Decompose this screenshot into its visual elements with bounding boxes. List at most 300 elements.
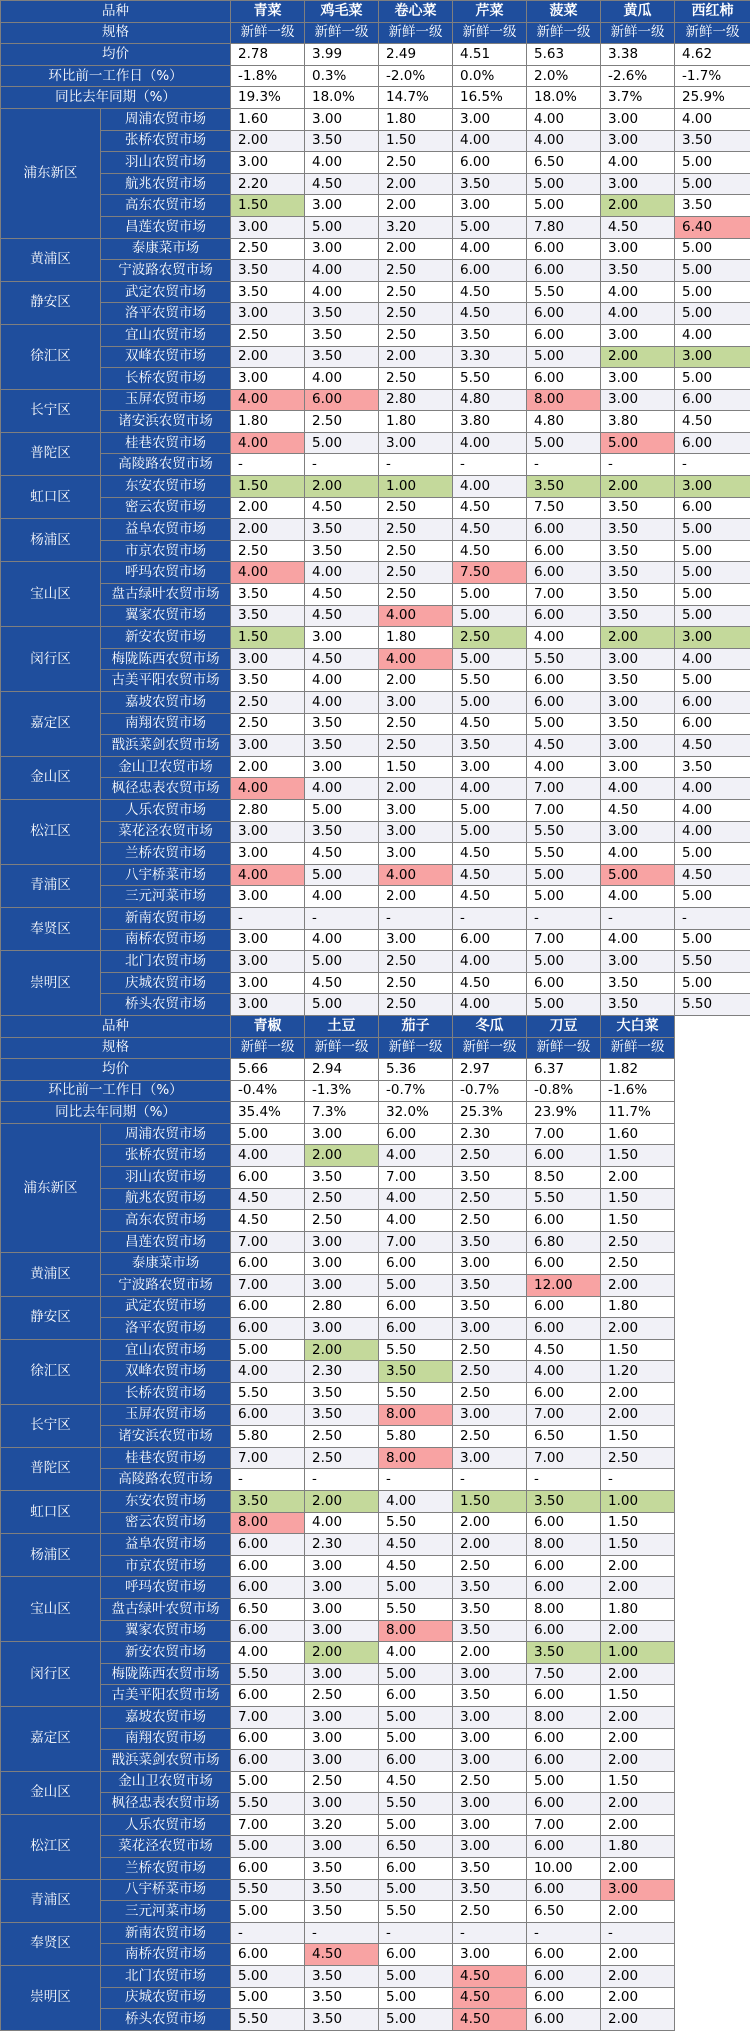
price-cell: 3.00 [379, 821, 453, 843]
price-cell: 3.00 [231, 648, 305, 670]
market-name: 羽山农贸市场 [101, 152, 231, 174]
price-cell: 3.00 [305, 1275, 379, 1297]
yoy-change: 16.5% [453, 87, 527, 109]
price-cell: 3.00 [305, 238, 379, 260]
price-cell: 4.00 [379, 1188, 453, 1210]
price-cell: - [453, 907, 527, 929]
district-name: 松江区 [1, 799, 101, 864]
price-cell: 4.50 [305, 605, 379, 627]
price-cell: 4.50 [231, 1188, 305, 1210]
price-cell: 6.00 [527, 1383, 601, 1405]
price-cell: 1.50 [231, 476, 305, 498]
price-cell: 2.00 [379, 238, 453, 260]
market-name: 宜山农贸市场 [101, 1339, 231, 1361]
price-cell: 6.00 [527, 303, 601, 325]
price-cell: 3.50 [527, 476, 601, 498]
price-cell: 4.50 [453, 886, 527, 908]
price-cell: 2.00 [231, 756, 305, 778]
price-cell: 5.00 [305, 951, 379, 973]
district-name: 黄浦区 [1, 238, 101, 281]
price-cell: 6.00 [527, 1879, 601, 1901]
price-cell: 6.00 [527, 368, 601, 390]
empty-cell [675, 1253, 750, 1275]
price-cell: 2.00 [601, 1750, 675, 1772]
product-name: 冬瓜 [453, 1015, 527, 1037]
price-cell: 1.80 [379, 108, 453, 130]
price-cell: 4.00 [305, 929, 379, 951]
price-cell: 5.00 [305, 799, 379, 821]
price-cell: 7.00 [231, 1275, 305, 1297]
price-cell: 2.50 [379, 260, 453, 282]
price-cell: 1.50 [601, 1512, 675, 1534]
price-cell: 3.50 [601, 972, 675, 994]
price-cell: 6.00 [379, 1858, 453, 1880]
empty-cell [675, 1296, 750, 1318]
price-cell: 5.00 [305, 864, 379, 886]
price-cell: 2.00 [305, 1339, 379, 1361]
price-cell: 3.00 [601, 821, 675, 843]
price-cell: 1.50 [231, 627, 305, 649]
market-name: 双峰农贸市场 [101, 1361, 231, 1383]
price-cell: 3.80 [453, 411, 527, 433]
price-cell: 5.00 [527, 173, 601, 195]
market-row [1, 324, 750, 346]
avg-price: 6.37 [527, 1059, 601, 1081]
price-cell: 3.50 [601, 497, 675, 519]
market-row [1, 1620, 750, 1642]
market-row [1, 152, 750, 174]
price-cell: 6.00 [527, 540, 601, 562]
market-name: 羽山农贸市场 [101, 1167, 231, 1189]
spec-value: 新鲜一级 [305, 22, 379, 44]
market-name: 泰康菜市场 [101, 238, 231, 260]
market-row [1, 1210, 750, 1232]
yoy-change: 7.3% [305, 1102, 379, 1124]
price-cell: 2.00 [601, 476, 675, 498]
market-name: 梅陇陈西农贸市场 [101, 648, 231, 670]
price-cell: 4.00 [453, 432, 527, 454]
market-name: 呼玛农贸市场 [101, 1577, 231, 1599]
market-row [1, 670, 750, 692]
price-cell: 6.00 [527, 1944, 601, 1966]
price-cell: 5.00 [601, 864, 675, 886]
price-cell: 3.50 [305, 1879, 379, 1901]
market-name: 菜花泾农贸市场 [101, 821, 231, 843]
price-cell: 4.50 [453, 281, 527, 303]
price-cell: 2.50 [379, 562, 453, 584]
price-cell: - [305, 907, 379, 929]
price-cell: 5.00 [453, 648, 527, 670]
price-cell: 4.50 [453, 1987, 527, 2009]
price-cell: 3.50 [601, 605, 675, 627]
district-name: 徐汇区 [1, 324, 101, 389]
market-name: 金山卫农贸市场 [101, 756, 231, 778]
empty-cell [675, 1555, 750, 1577]
price-cell: 8.00 [527, 1598, 601, 1620]
empty-cell [675, 1447, 750, 1469]
price-cell: 4.50 [453, 519, 527, 541]
market-row [1, 1879, 750, 1901]
price-cell: 2.00 [601, 1663, 675, 1685]
price-cell: 2.50 [379, 540, 453, 562]
price-cell: 1.80 [379, 411, 453, 433]
price-cell: - [379, 907, 453, 929]
price-cell: 5.00 [675, 519, 750, 541]
empty-cell [675, 1145, 750, 1167]
price-cell: 2.50 [231, 692, 305, 714]
price-cell: 5.00 [675, 670, 750, 692]
district-name: 崇明区 [1, 951, 101, 1016]
market-row [1, 1598, 750, 1620]
yoy-change: 18.0% [305, 87, 379, 109]
market-name: 宜山农贸市场 [101, 324, 231, 346]
district-name: 青浦区 [1, 864, 101, 907]
price-cell: 2.00 [601, 2009, 675, 2031]
price-cell: 4.00 [601, 886, 675, 908]
product-name: 土豆 [305, 1015, 379, 1037]
price-cell: 5.50 [675, 951, 750, 973]
market-name: 古美平阳农贸市场 [101, 1685, 231, 1707]
market-name: 南桥农贸市场 [101, 929, 231, 951]
wow-change-row [1, 65, 750, 87]
price-cell: 4.50 [527, 1339, 601, 1361]
empty-cell [675, 1598, 750, 1620]
price-cell: 4.00 [453, 130, 527, 152]
avg-price: 4.51 [453, 44, 527, 66]
market-name: 宁波路农贸市场 [101, 1275, 231, 1297]
market-row [1, 756, 750, 778]
price-cell: 7.00 [379, 1231, 453, 1253]
price-cell: 6.00 [379, 1318, 453, 1340]
price-cell: 5.50 [379, 1339, 453, 1361]
price-cell: 2.00 [601, 1167, 675, 1189]
price-cell: 4.00 [231, 432, 305, 454]
price-cell: 6.00 [527, 1145, 601, 1167]
yoy-change: 35.4% [231, 1102, 305, 1124]
price-cell: 3.00 [675, 476, 750, 498]
price-cell: 5.00 [453, 584, 527, 606]
price-cell: 2.00 [601, 346, 675, 368]
price-cell: 4.00 [453, 238, 527, 260]
district-name: 浦东新区 [1, 108, 101, 238]
price-cell: 3.00 [231, 735, 305, 757]
price-cell: 2.50 [453, 1426, 527, 1448]
price-cell: 3.50 [305, 303, 379, 325]
price-cell: 4.50 [527, 735, 601, 757]
price-cell: 2.00 [453, 1512, 527, 1534]
wow-change: -1.6% [601, 1080, 675, 1102]
market-name: 诸安浜农贸市场 [101, 411, 231, 433]
wow-change: -1.7% [675, 65, 750, 87]
price-cell: 4.50 [305, 648, 379, 670]
price-cell: 5.00 [379, 1706, 453, 1728]
price-cell: 6.00 [379, 1123, 453, 1145]
price-cell: 1.80 [231, 411, 305, 433]
empty-cell [675, 1836, 750, 1858]
price-cell: 3.50 [675, 756, 750, 778]
price-cell: 5.00 [675, 173, 750, 195]
price-cell: 3.50 [453, 1296, 527, 1318]
price-cell: 5.00 [675, 540, 750, 562]
product-header-row [1, 1015, 750, 1037]
market-row [1, 1426, 750, 1448]
market-row [1, 584, 750, 606]
price-cell: - [305, 1469, 379, 1491]
price-cell: 5.00 [231, 1339, 305, 1361]
price-cell: 5.00 [675, 929, 750, 951]
price-cell: 1.50 [601, 1339, 675, 1361]
empty-cell [675, 1922, 750, 1944]
price-cell: 1.20 [601, 1361, 675, 1383]
market-name: 枫径忠表农贸市场 [101, 778, 231, 800]
wow-change: 2.0% [527, 65, 601, 87]
price-cell: 3.00 [305, 1253, 379, 1275]
spec-row [1, 1037, 750, 1059]
price-cell: 3.50 [379, 1361, 453, 1383]
price-cell: 2.00 [379, 346, 453, 368]
price-cell: 4.00 [231, 1642, 305, 1664]
price-cell: 4.00 [527, 130, 601, 152]
market-name: 周浦农贸市场 [101, 1123, 231, 1145]
price-cell: 4.00 [305, 368, 379, 390]
price-cell: 2.00 [601, 1318, 675, 1340]
price-cell: 3.80 [601, 411, 675, 433]
price-cell: 3.00 [675, 627, 750, 649]
price-cell: 6.00 [231, 1404, 305, 1426]
price-cell: 1.50 [601, 1426, 675, 1448]
spec-value: 新鲜一级 [601, 1037, 675, 1059]
price-cell: 2.50 [601, 1447, 675, 1469]
price-cell: 4.50 [675, 864, 750, 886]
price-cell: 3.50 [305, 1987, 379, 2009]
market-row [1, 843, 750, 865]
price-cell: 3.50 [231, 584, 305, 606]
price-cell: 2.00 [305, 476, 379, 498]
price-cell: 1.50 [601, 1210, 675, 1232]
price-cell: 3.00 [231, 368, 305, 390]
market-name: 新安农贸市场 [101, 1642, 231, 1664]
yoy-change: 25.9% [675, 87, 750, 109]
price-cell: 2.50 [453, 1361, 527, 1383]
price-cell: 2.50 [231, 713, 305, 735]
market-name: 高东农贸市场 [101, 1210, 231, 1232]
empty-cell [675, 2009, 750, 2031]
price-cell: 2.50 [379, 303, 453, 325]
price-cell: - [231, 1922, 305, 1944]
price-cell: 1.50 [379, 130, 453, 152]
price-cell: 3.00 [601, 692, 675, 714]
empty-cell [675, 1318, 750, 1340]
price-cell: 2.20 [231, 173, 305, 195]
price-cell: 5.50 [453, 368, 527, 390]
price-cell: 2.50 [379, 713, 453, 735]
empty-cell [675, 1685, 750, 1707]
district-name: 金山区 [1, 1771, 101, 1814]
price-cell: 2.50 [453, 1901, 527, 1923]
price-cell: 3.50 [601, 994, 675, 1016]
price-cell: 7.00 [527, 1404, 601, 1426]
price-cell: 5.50 [379, 1383, 453, 1405]
price-cell: 5.00 [231, 1123, 305, 1145]
price-cell: 3.00 [231, 152, 305, 174]
price-cell: 3.00 [231, 303, 305, 325]
price-cell: 4.50 [453, 2009, 527, 2031]
empty-cell [675, 1663, 750, 1685]
price-cell: 2.00 [601, 1814, 675, 1836]
price-cell: 5.00 [675, 972, 750, 994]
market-name: 桂巷农贸市场 [101, 432, 231, 454]
price-cell: 6.00 [231, 1296, 305, 1318]
market-row [1, 1987, 750, 2009]
price-cell: 6.00 [231, 1318, 305, 1340]
market-name: 高东农贸市场 [101, 195, 231, 217]
price-cell: 2.00 [231, 519, 305, 541]
price-cell: 5.50 [231, 1879, 305, 1901]
price-cell: 4.00 [453, 778, 527, 800]
empty-cell [675, 1037, 750, 1059]
price-cell: 2.00 [601, 627, 675, 649]
empty-cell [675, 1966, 750, 1988]
price-cell: 3.50 [453, 1858, 527, 1880]
price-cell: 2.00 [601, 195, 675, 217]
product-name: 鸡毛菜 [305, 1, 379, 23]
price-cell: 6.00 [527, 2009, 601, 2031]
market-row [1, 713, 750, 735]
price-cell: 3.00 [305, 1728, 379, 1750]
price-cell: 3.00 [379, 692, 453, 714]
spec-row [1, 22, 750, 44]
price-cell: 2.00 [379, 670, 453, 692]
price-cell: 4.00 [305, 886, 379, 908]
price-cell: 3.00 [601, 238, 675, 260]
wow-change: 0.0% [453, 65, 527, 87]
price-cell: 2.30 [305, 1361, 379, 1383]
price-cell: - [453, 1922, 527, 1944]
price-cell: 3.50 [453, 1275, 527, 1297]
price-cell: 5.00 [527, 432, 601, 454]
market-name: 昌莲农贸市场 [101, 216, 231, 238]
price-cell: 2.50 [453, 627, 527, 649]
empty-cell [675, 1167, 750, 1189]
price-cell: 6.00 [379, 1750, 453, 1772]
price-cell: 3.00 [379, 432, 453, 454]
price-cell: 5.00 [527, 346, 601, 368]
district-name: 静安区 [1, 281, 101, 324]
price-cell: 3.00 [305, 1663, 379, 1685]
market-name: 古美平阳农贸市场 [101, 670, 231, 692]
market-name: 北门农贸市场 [101, 1966, 231, 1988]
price-cell: 8.00 [379, 1404, 453, 1426]
price-cell: - [379, 1469, 453, 1491]
price-cell: 3.00 [231, 994, 305, 1016]
price-cell: 5.00 [527, 864, 601, 886]
market-name: 东安农贸市场 [101, 1490, 231, 1512]
market-name: 武定农贸市场 [101, 1296, 231, 1318]
market-name: 诸安浜农贸市场 [101, 1426, 231, 1448]
price-cell: 5.00 [379, 1987, 453, 2009]
price-cell: 3.00 [453, 195, 527, 217]
price-cell: 2.00 [379, 886, 453, 908]
market-row [1, 1145, 750, 1167]
market-row [1, 1663, 750, 1685]
market-row [1, 216, 750, 238]
variety-label: 品种 [1, 1, 231, 23]
price-cell: 3.00 [453, 1793, 527, 1815]
empty-cell [675, 1987, 750, 2009]
price-cell: 4.00 [601, 778, 675, 800]
price-cell: 5.00 [675, 260, 750, 282]
price-cell: 6.00 [379, 1685, 453, 1707]
price-cell: 4.00 [379, 648, 453, 670]
price-cell: 3.50 [453, 1685, 527, 1707]
market-row [1, 1706, 750, 1728]
price-cell: 6.00 [527, 1512, 601, 1534]
market-row [1, 1123, 750, 1145]
price-cell: 4.50 [305, 843, 379, 865]
price-cell: 2.50 [379, 368, 453, 390]
market-row [1, 1534, 750, 1556]
district-name: 静安区 [1, 1296, 101, 1339]
price-cell: 5.00 [305, 216, 379, 238]
avg-label: 均价 [1, 1059, 231, 1081]
price-cell: 3.00 [305, 1577, 379, 1599]
avg-price: 2.94 [305, 1059, 379, 1081]
market-name: 双峰农贸市场 [101, 346, 231, 368]
price-cell: 2.00 [601, 1793, 675, 1815]
price-cell: 8.00 [527, 1706, 601, 1728]
price-cell: - [675, 907, 750, 929]
market-name: 戬浜菜剑农贸市场 [101, 1750, 231, 1772]
market-row [1, 886, 750, 908]
price-cell: 3.00 [453, 108, 527, 130]
empty-cell [675, 1879, 750, 1901]
price-cell: 5.50 [231, 1383, 305, 1405]
price-cell: 4.00 [453, 951, 527, 973]
price-cell: 5.50 [379, 1598, 453, 1620]
price-cell: 4.50 [305, 497, 379, 519]
price-cell: 5.00 [453, 605, 527, 627]
price-cell: 5.50 [527, 648, 601, 670]
price-cell: 3.50 [453, 173, 527, 195]
market-row [1, 454, 750, 476]
price-cell: 3.50 [527, 1490, 601, 1512]
empty-cell [675, 1361, 750, 1383]
district-name: 奉贤区 [1, 1922, 101, 1965]
price-cell: 6.00 [527, 1793, 601, 1815]
market-name: 庆城农贸市场 [101, 972, 231, 994]
district-name: 奉贤区 [1, 907, 101, 950]
avg-price: 3.38 [601, 44, 675, 66]
price-cell: 5.50 [231, 1793, 305, 1815]
price-cell: 4.00 [453, 476, 527, 498]
spec-value: 新鲜一级 [527, 22, 601, 44]
market-name: 南桥农贸市场 [101, 1944, 231, 1966]
price-cell: 6.00 [453, 152, 527, 174]
price-cell: 3.00 [305, 108, 379, 130]
price-cell: 2.50 [379, 497, 453, 519]
price-cell: 5.50 [527, 843, 601, 865]
price-cell: 2.00 [231, 346, 305, 368]
price-cell: 4.00 [231, 1145, 305, 1167]
price-cell: 3.00 [305, 1706, 379, 1728]
price-cell: 5.50 [379, 1901, 453, 1923]
price-cell: 5.50 [379, 1512, 453, 1534]
price-cell: 6.00 [453, 929, 527, 951]
price-cell: 5.50 [231, 2009, 305, 2031]
price-cell: 4.00 [675, 648, 750, 670]
price-cell: 3.00 [453, 756, 527, 778]
market-name: 市京农贸市场 [101, 540, 231, 562]
